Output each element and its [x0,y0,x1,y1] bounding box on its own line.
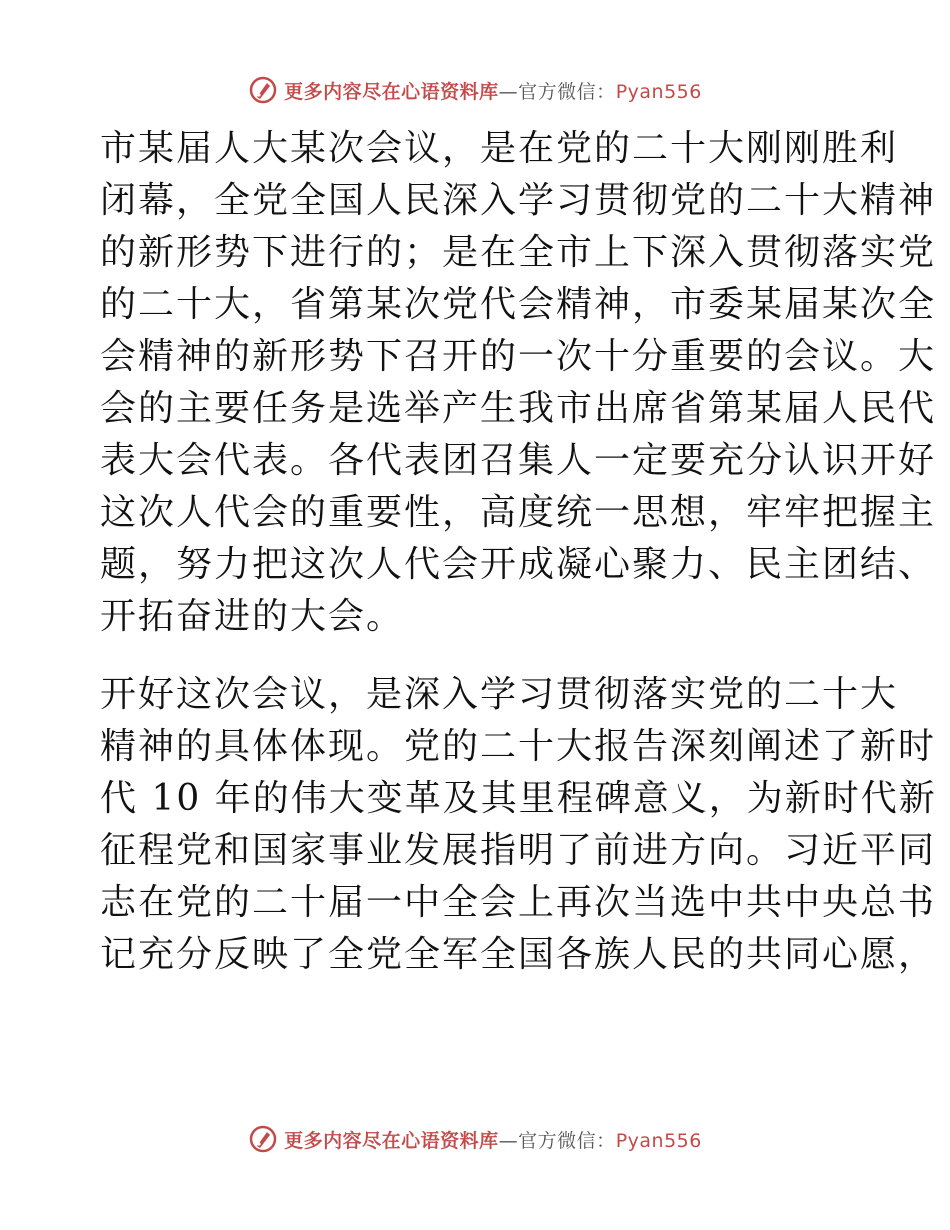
header-wechat-id: Pyan556 [615,80,702,103]
text-line: 会的主要任务是选举产生我市出席省第某届人民代 [100,388,937,429]
paragraph-2 [100,669,937,981]
footer-dash: — [498,1129,519,1152]
footer-banner [0,1119,950,1159]
pen-nib-logo-icon [248,75,278,105]
pen-nib-logo-icon [248,1124,278,1154]
text-line: 开好这次会议，是深入学习贯彻落实党的二十大 [100,674,899,715]
text-line: 记充分反映了全党全军全国各族人民的共同心愿， [100,934,937,975]
header-banner-text [284,77,702,104]
header-site-text: 更多内容尽在心语资料库 [284,80,499,103]
text-line: 表大会代表。各代表团召集人一定要充分认识开好 [100,440,937,481]
footer-wechat-id: Pyan556 [615,1129,702,1152]
text-line: 的新形势下进行的；是在全市上下深入贯彻落实党 [100,232,937,273]
footer-wechat-label: 官方微信： [518,1129,616,1152]
footer-banner-text [284,1126,702,1153]
text-line: 的二十大，省第某次党代会精神，市委某届某次全 [100,284,937,325]
text-line: 志在党的二十届一中全会上再次当选中共中央总书 [100,882,937,923]
text-line: 这次人代会的重要性，高度统一思想，牢牢把握主 [100,492,937,533]
text-line: 闭幕，全党全国人民深入学习贯彻党的二十大精神 [100,180,937,221]
text-line: 征程党和国家事业发展指明了前进方向。习近平同 [100,830,937,871]
text-line: 市某届人大某次会议，是在党的二十大刚刚胜利 [100,128,899,169]
text-line: 开拓奋进的大会。 [100,596,405,637]
header-wechat-label: 官方微信： [518,80,616,103]
text-line: 精神的具体体现。党的二十大报告深刻阐述了新时 [100,726,937,767]
header-banner [0,70,950,110]
footer-site-text: 更多内容尽在心语资料库 [284,1129,499,1152]
header-dash: — [498,80,519,103]
text-line: 会精神的新形势下召开的一次十分重要的会议。大 [100,336,937,377]
paragraph-1 [100,123,937,643]
document-body [100,123,937,981]
text-line: 代 10 年的伟大变革及其里程碑意义，为新时代新 [100,778,937,819]
text-line: 题，努力把这次人代会开成凝心聚力、民主团结、 [100,544,937,585]
